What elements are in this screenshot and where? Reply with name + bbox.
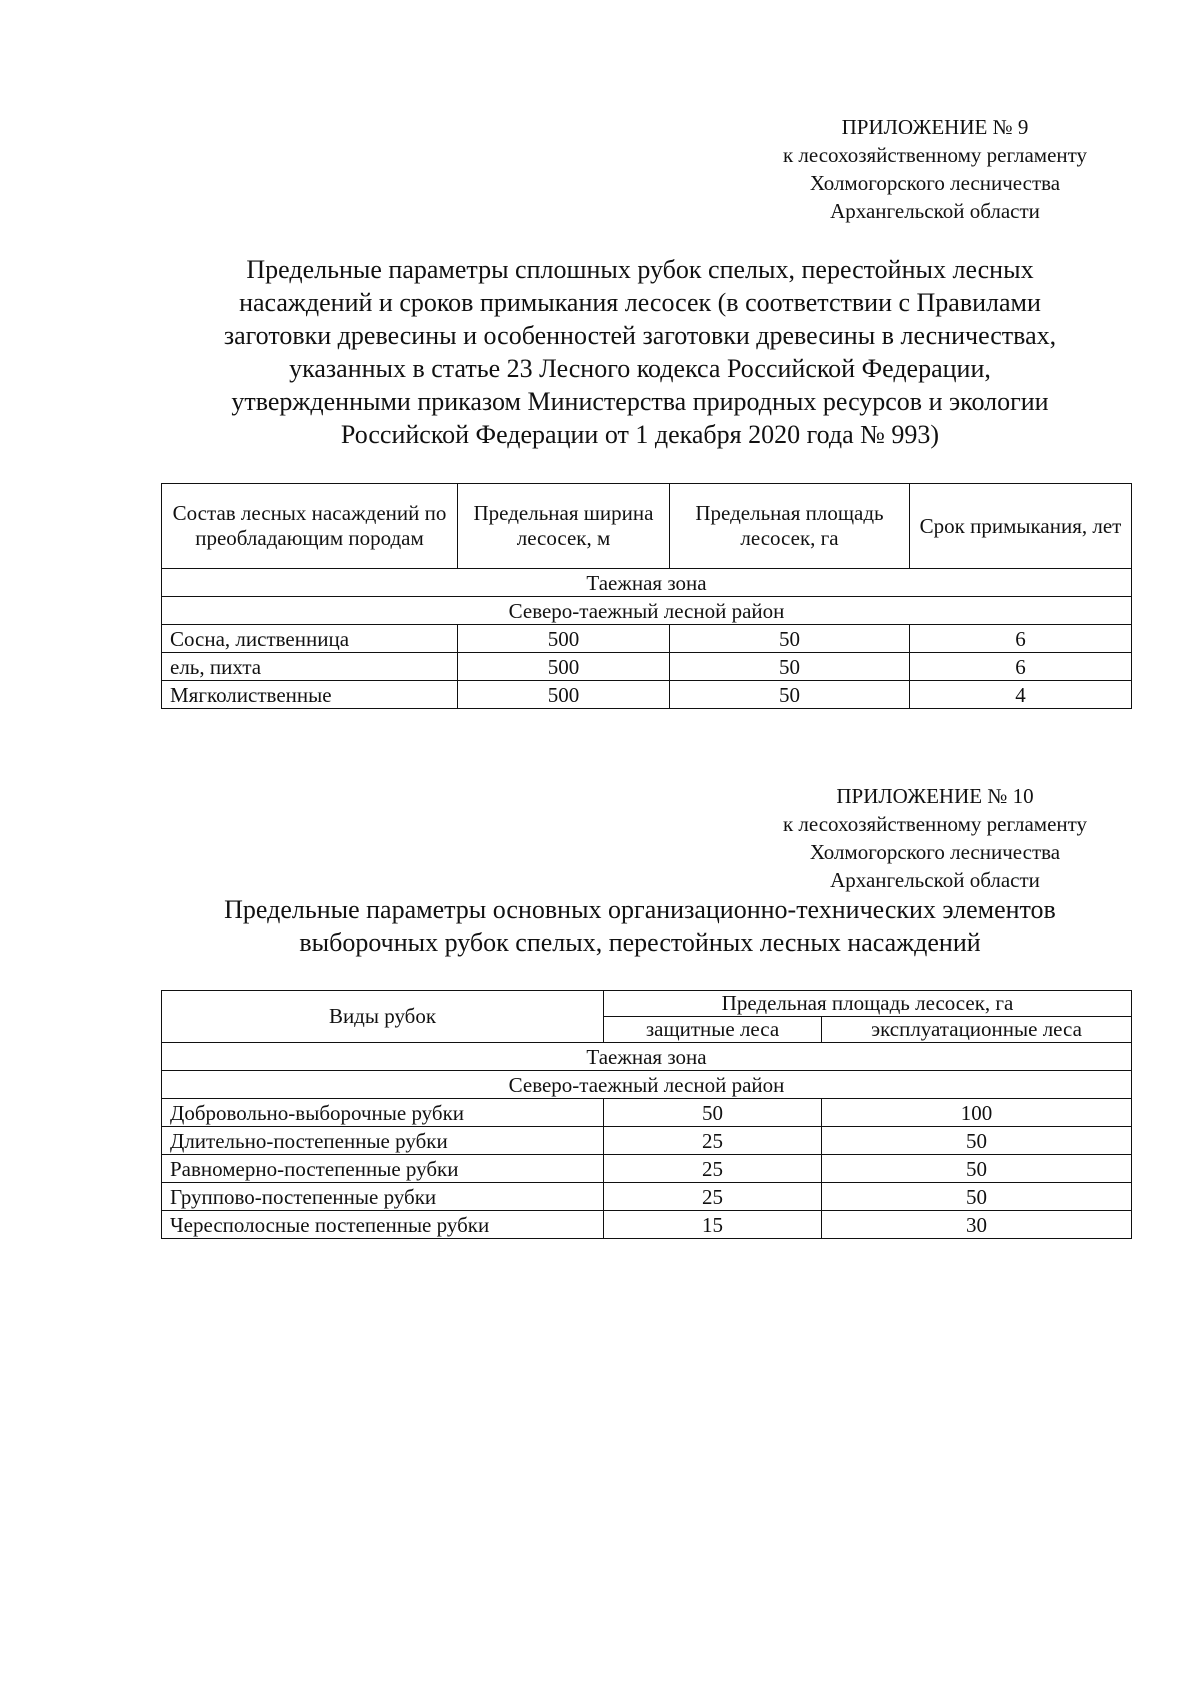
zone-row (162, 1043, 1132, 1071)
table-header-row (162, 484, 1132, 569)
cell-protective: 15 (604, 1211, 822, 1239)
region-row (162, 597, 1132, 625)
column-header-exploitation-forests: эксплуатационные леса (822, 1017, 1132, 1043)
appendix9-title-line: указанных в статье 23 Лесного кодекса Российской Федерации, (289, 354, 991, 383)
cell-area: 50 (670, 625, 910, 653)
region-row (162, 1071, 1132, 1099)
appendix9-title-line: утвержденными приказом Министерства природных ресурсов и экологии (231, 387, 1049, 416)
appendix9-reference-line1: к лесохозяйственному регламенту (782, 143, 1088, 167)
cell-species: Сосна, лиственница (162, 625, 458, 653)
cell-protective: 25 (604, 1155, 822, 1183)
table-row (162, 625, 1132, 653)
cell-adjacency: 6 (910, 653, 1132, 681)
cell-felling-type: Добровольно-выборочные рубки (162, 1099, 604, 1127)
table-row (162, 681, 1132, 709)
appendix10-title-line: выборочных рубок спелых, перестойных лесных насаждений (299, 928, 981, 957)
region-label: Северо-таежный лесной район (162, 1071, 1132, 1099)
appendix9-title (150, 253, 1130, 451)
appendix10-reference-line2: Холмогорского лесничества (809, 840, 1061, 864)
cell-width: 500 (458, 625, 670, 653)
cell-exploitation: 50 (822, 1183, 1132, 1211)
cell-exploitation: 100 (822, 1099, 1132, 1127)
cell-felling-type: Равномерно-постепенные рубки (162, 1155, 604, 1183)
appendix9-title-line: заготовки древесины и особенностей заготовки древесины в лесничествах, (223, 321, 1057, 350)
table-header-row (162, 991, 1132, 1017)
table-row (162, 1183, 1132, 1211)
column-header-width: Предельная ширина лесосек, м (458, 484, 670, 569)
table-row (162, 653, 1132, 681)
cell-protective: 25 (604, 1127, 822, 1155)
cell-exploitation: 50 (822, 1155, 1132, 1183)
cell-species: ель, пихта (162, 653, 458, 681)
table-row (162, 1155, 1132, 1183)
column-header-adjacency: Срок примыкания, лет (910, 484, 1132, 569)
column-header-max-area: Предельная площадь лесосек, га (604, 991, 1132, 1017)
appendix9-title-line: насаждений и сроков примыкания лесосек (в соответствии с Правилами (239, 288, 1041, 317)
cell-protective: 25 (604, 1183, 822, 1211)
column-header-protective-forests: защитные леса (604, 1017, 822, 1043)
column-header-composition: Состав лесных насаждений по преобладающим породам (162, 484, 458, 569)
zone-label: Таежная зона (162, 569, 1132, 597)
table-row (162, 1211, 1132, 1239)
table-row (162, 1127, 1132, 1155)
appendix10-title (150, 893, 1130, 959)
clearcut-parameters-table (161, 483, 1132, 709)
cell-exploitation: 30 (822, 1211, 1132, 1239)
cell-width: 500 (458, 681, 670, 709)
cell-felling-type: Группово-постепенные рубки (162, 1183, 604, 1211)
cell-exploitation: 50 (822, 1127, 1132, 1155)
appendix10-header (760, 782, 1110, 894)
zone-row (162, 569, 1132, 597)
cell-species: Мягколиственные (162, 681, 458, 709)
table-row (162, 1099, 1132, 1127)
column-header-area: Предельная площадь лесосек, га (670, 484, 910, 569)
cell-area: 50 (670, 653, 910, 681)
cell-width: 500 (458, 653, 670, 681)
cell-adjacency: 4 (910, 681, 1132, 709)
appendix9-header (760, 113, 1110, 225)
cell-felling-type: Длительно-постепенные рубки (162, 1127, 604, 1155)
appendix9-reference-line3: Архангельской области (830, 199, 1040, 223)
cell-adjacency: 6 (910, 625, 1132, 653)
cell-area: 50 (670, 681, 910, 709)
appendix9-title-line: Российской Федерации от 1 декабря 2020 года № 993) (340, 420, 940, 449)
appendix9-reference-line2: Холмогорского лесничества (809, 171, 1061, 195)
appendix10-number: ПРИЛОЖЕНИЕ № 10 (836, 784, 1034, 808)
appendix10-reference-line1: к лесохозяйственному регламенту (782, 812, 1088, 836)
selective-felling-table (161, 990, 1132, 1239)
column-header-felling-type: Виды рубок (162, 991, 604, 1043)
region-label: Северо-таежный лесной район (162, 597, 1132, 625)
appendix10-reference-line3: Архангельской области (830, 868, 1040, 892)
appendix9-number: ПРИЛОЖЕНИЕ № 9 (841, 115, 1029, 139)
appendix9-title-line: Предельные параметры сплошных рубок спелых, перестойных лесных (246, 255, 1034, 284)
cell-protective: 50 (604, 1099, 822, 1127)
zone-label: Таежная зона (162, 1043, 1132, 1071)
appendix10-title-line: Предельные параметры основных организационно-технических элементов (224, 895, 1056, 924)
cell-felling-type: Чересполосные постепенные рубки (162, 1211, 604, 1239)
